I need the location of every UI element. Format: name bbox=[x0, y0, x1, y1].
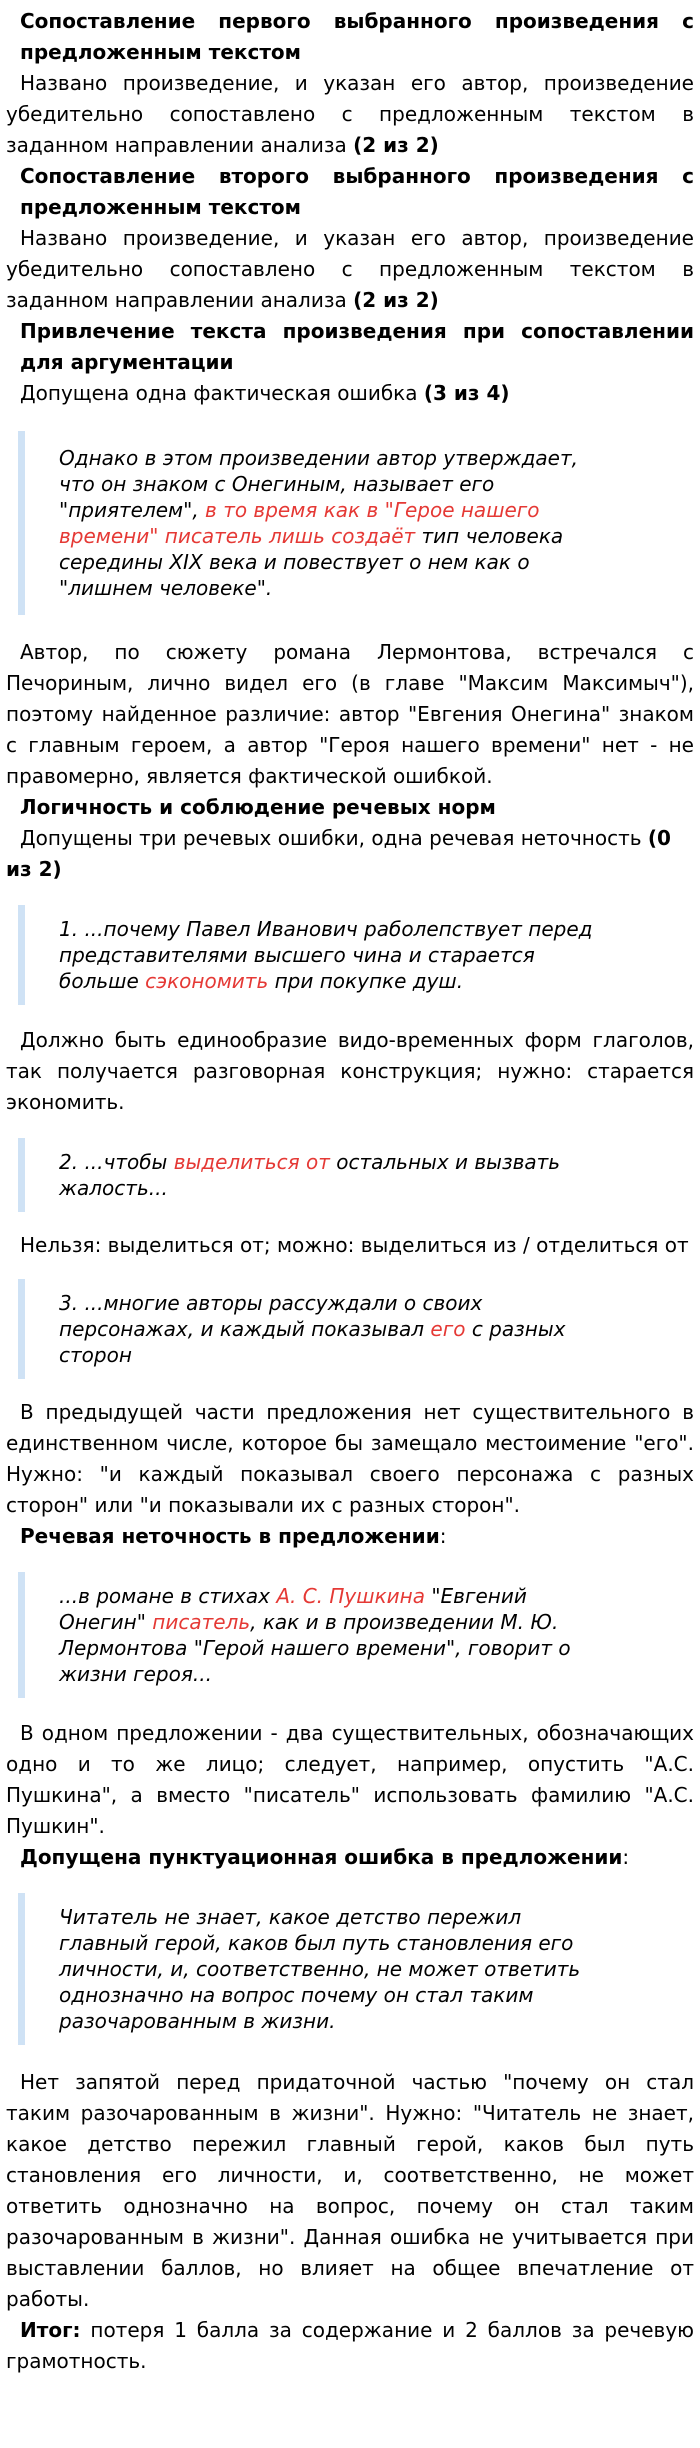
section-heading: Речевая неточность в предложении: bbox=[20, 1524, 447, 1548]
score: (0 из 2) bbox=[6, 826, 671, 881]
score: (2 из 2) bbox=[353, 288, 439, 312]
highlighted-fragment: сэкономить bbox=[145, 969, 269, 993]
section-heading: Привлечение текста произведения при сопоставлении для аргументации bbox=[20, 319, 694, 374]
highlighted-fragment: в то время как в "Герое нашего времени" писатель лишь создаёт bbox=[59, 498, 540, 548]
score: (2 из 2) bbox=[353, 133, 439, 157]
highlighted-fragment: выделиться от bbox=[173, 1150, 330, 1174]
highlighted-fragment: его bbox=[430, 1317, 466, 1341]
comment-text: Нельзя: выделиться от; можно: выделиться из / отделиться от bbox=[20, 1233, 689, 1257]
comment-text: Должно быть единообразие видо-временных форм глаголов, так получается разговорная конструкция; нужно: старается экономить. bbox=[6, 1028, 694, 1114]
comment-text: Нет запятой перед придаточной частью "почему он стал таким разочарованным в жизни". Нужно: "Читатель не знает, какое детство пережил главный герой, каков был путь становления его личности, и, соответственно, не может ответить однозначно на вопрос, почему он стал таким разочарованным в жизни". Данная ошибка не учитывается при выставлении баллов, но влияет на общее впечатление от работы. bbox=[6, 2070, 694, 2311]
quote-block: Однако в этом произведении автор утверждает, что он знаком с Онегиным, называет его "приятелем", в то время как в "Герое нашего времени" писатель лишь создаёт тип человека середины XIX века и повествует о нем как о "лишнем человеке". bbox=[18, 431, 604, 615]
highlighted-fragment: писатель bbox=[152, 1610, 251, 1634]
comment-text: В одном предложении - два существительных, обозначающих одно и то же лицо; следует, например, опустить "А.С. Пушкина", а вместо "писатель" использовать фамилию "А.С. Пушкин". bbox=[6, 1721, 694, 1838]
section-text: Названо произведение, и указан его автор, произведение убедительно сопоставлено с предложенным текстом в заданном направлении анализа (2 из 2) bbox=[6, 71, 694, 157]
total-summary: Итог: потеря 1 балла за содержание и 2 баллов за речевую грамотность. bbox=[6, 2318, 694, 2373]
highlighted-fragment: А. С. Пушкина bbox=[276, 1584, 425, 1608]
review-document bbox=[0, 6, 700, 2377]
comment-text: В предыдущей части предложения нет существительного в единственном числе, которое бы замещало местоимение "его". Нужно: "и каждый показывал своего персонажа с разных сторон" или "и показывали их с разных сторон". bbox=[6, 1400, 694, 1517]
comment-text: Автор, по сюжету романа Лермонтова, встречался с Печориным, лично видел его (в главе "Максим Максимыч"), поэтому найденное различие: автор "Евгения Онегина" знаком с главным героем, а автор "Героя нашего времени" нет - не правомерно, является фактической ошибкой. bbox=[6, 640, 694, 788]
section-text: Допущены три речевых ошибки, одна речевая неточность (0 из 2) bbox=[6, 826, 671, 881]
section-text: Допущена одна фактическая ошибка (3 из 4) bbox=[20, 381, 510, 405]
section-heading: Сопоставление первого выбранного произведения с предложенным текстом bbox=[20, 9, 694, 64]
quote-block: 1. ...почему Павел Иванович раболепствует перед представителями высшего чина и старается больше сэкономить при покупке душ. bbox=[18, 905, 604, 1005]
section-text: Названо произведение, и указан его автор, произведение убедительно сопоставлено с предложенным текстом в заданном направлении анализа (2 из 2) bbox=[6, 226, 694, 312]
section-heading: Сопоставление второго выбранного произведения с предложенным текстом bbox=[20, 164, 694, 219]
quote-block: 3. ...многие авторы рассуждали о своих персонажах, и каждый показывал его с разных сторон bbox=[18, 1279, 604, 1379]
quote-block: Читатель не знает, какое детство пережил главный герой, каков был путь становления его личности, и, соответственно, не может ответить однозначно на вопрос почему он стал таким разочарованным в жизни. bbox=[18, 1893, 604, 2045]
quote-block: ...в романе в стихах А. С. Пушкина "Евгений Онегин" писатель, как и в произведении М. Ю. Лермонтова "Герой нашего времени", говорит о жизни героя... bbox=[18, 1572, 604, 1698]
total-label: Итог: bbox=[20, 2318, 81, 2342]
section-heading: Логичность и соблюдение речевых норм bbox=[20, 795, 496, 819]
section-heading: Допущена пунктуационная ошибка в предложении: bbox=[20, 1845, 630, 1869]
quote-block: 2. ...чтобы выделиться от остальных и вызвать жалость... bbox=[18, 1138, 604, 1212]
score: (3 из 4) bbox=[423, 381, 510, 405]
